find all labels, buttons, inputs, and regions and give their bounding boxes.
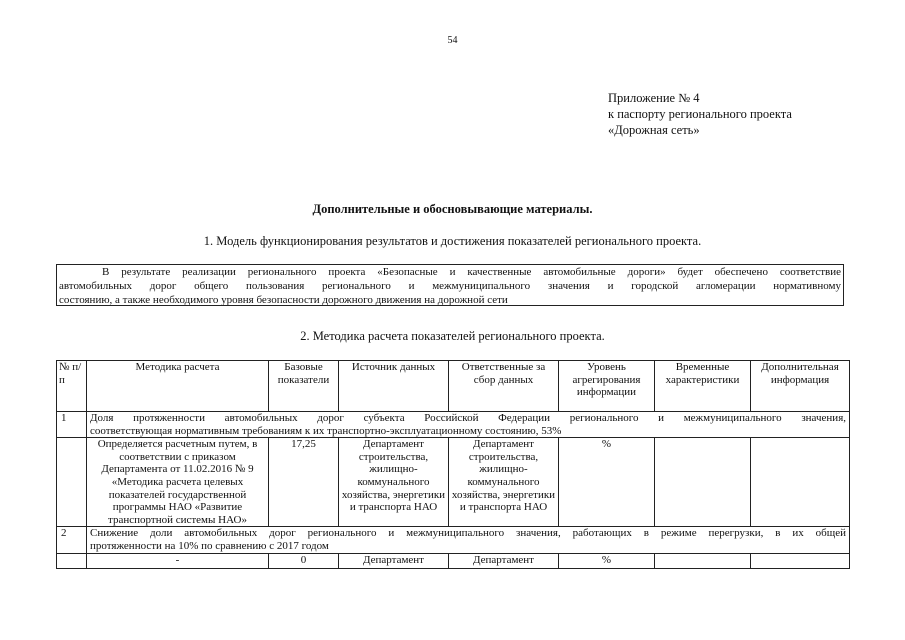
model-text-line-3: состоянию, а также необходимого уровня безопасности дорожного движения на дорожной сети: [59, 294, 508, 306]
row2-title: [87, 527, 850, 553]
row2-time: [655, 553, 751, 568]
model-text-line-1: В результате реализации регионального проекта «Безопасные и качественные автомобильные дороги» будет обеспечено соответствие: [102, 266, 841, 278]
header-source: Источник данных: [339, 361, 449, 412]
row2-num: 2: [57, 527, 87, 553]
row1-num: 1: [57, 412, 87, 438]
header-num: № п/п: [57, 361, 87, 412]
row2-level: %: [559, 553, 655, 568]
heading-model: 1. Модель функционирования результатов и достижения показателей регионального проекта.: [203, 234, 702, 248]
annex-line-2: к паспорту регионального проекта: [608, 107, 792, 121]
row1-time: [655, 438, 751, 527]
row2-method: -: [87, 553, 269, 568]
section-title: Дополнительные и обосновывающие материалы.: [312, 202, 593, 216]
header-method: Методика расчета: [87, 361, 269, 412]
row1-title-line-2: соответствующая нормативным требованиям к их транспортно-эксплуатационному состоянию, 53%: [90, 424, 562, 437]
row1-title-line-1: Доля протяженности автомобильных дорог субъекта Российской Федерации регионального и межмуниципального значения,: [90, 412, 846, 424]
annex-line-1: Приложение № 4: [608, 91, 700, 105]
row1-level: %: [559, 438, 655, 527]
row1-source: Департамент строительства, жилищно-коммунального хозяйства, энергетики и транспорта НАО: [339, 438, 449, 527]
row2-source: Департамент: [339, 553, 449, 568]
row2-responsible: Департамент: [449, 553, 559, 568]
header-time: Временные характеристики: [655, 361, 751, 412]
row1-title: [87, 412, 850, 438]
header-responsible: Ответственные за сбор данных: [449, 361, 559, 412]
methodology-table: [56, 360, 850, 569]
row2-title-line-1: Снижение доли автомобильных дорог регионального и межмуниципального значения, работающих в режиме перегрузки, в их общей: [90, 527, 846, 540]
table-row: [57, 527, 850, 553]
model-text-line-2: автомобильных дорог общего пользования регионального и межмуниципального значения и городской агломерации нормативному: [59, 280, 841, 292]
header-level: Уровень агрегирования информации: [559, 361, 655, 412]
table-row: [57, 412, 850, 438]
table-header-row: [57, 361, 850, 412]
header-base: Базовые показатели: [269, 361, 339, 412]
row1-extra: [751, 438, 850, 527]
heading-methodology: 2. Методика расчета показателей регионального проекта.: [300, 329, 605, 343]
row1-blank: [57, 438, 87, 527]
table-row: [57, 553, 850, 568]
row1-base: 17,25: [269, 438, 339, 527]
page-number: 54: [447, 35, 458, 46]
row1-responsible: Департамент строительства, жилищно-коммунального хозяйства, энергетики и транспорта НАО: [449, 438, 559, 527]
table-row: [57, 438, 850, 527]
row2-base: 0: [269, 553, 339, 568]
model-text-box: [56, 264, 844, 306]
row2-blank: [57, 553, 87, 568]
row2-title-line-2: протяженности на 10% по сравнению с 2017 годом: [90, 539, 329, 552]
header-extra: Дополнительная информация: [751, 361, 850, 412]
annex-line-3: «Дорожная сеть»: [608, 123, 700, 137]
row1-method: Определяется расчетным путем, в соответствии с приказом Департамента от 11.02.2016 № 9 «Методика расчета целевых показателей государственной программы НАО «Развитие транспортной системы НАО»: [87, 438, 269, 527]
row2-extra: [751, 553, 850, 568]
annex-block: [608, 90, 792, 138]
